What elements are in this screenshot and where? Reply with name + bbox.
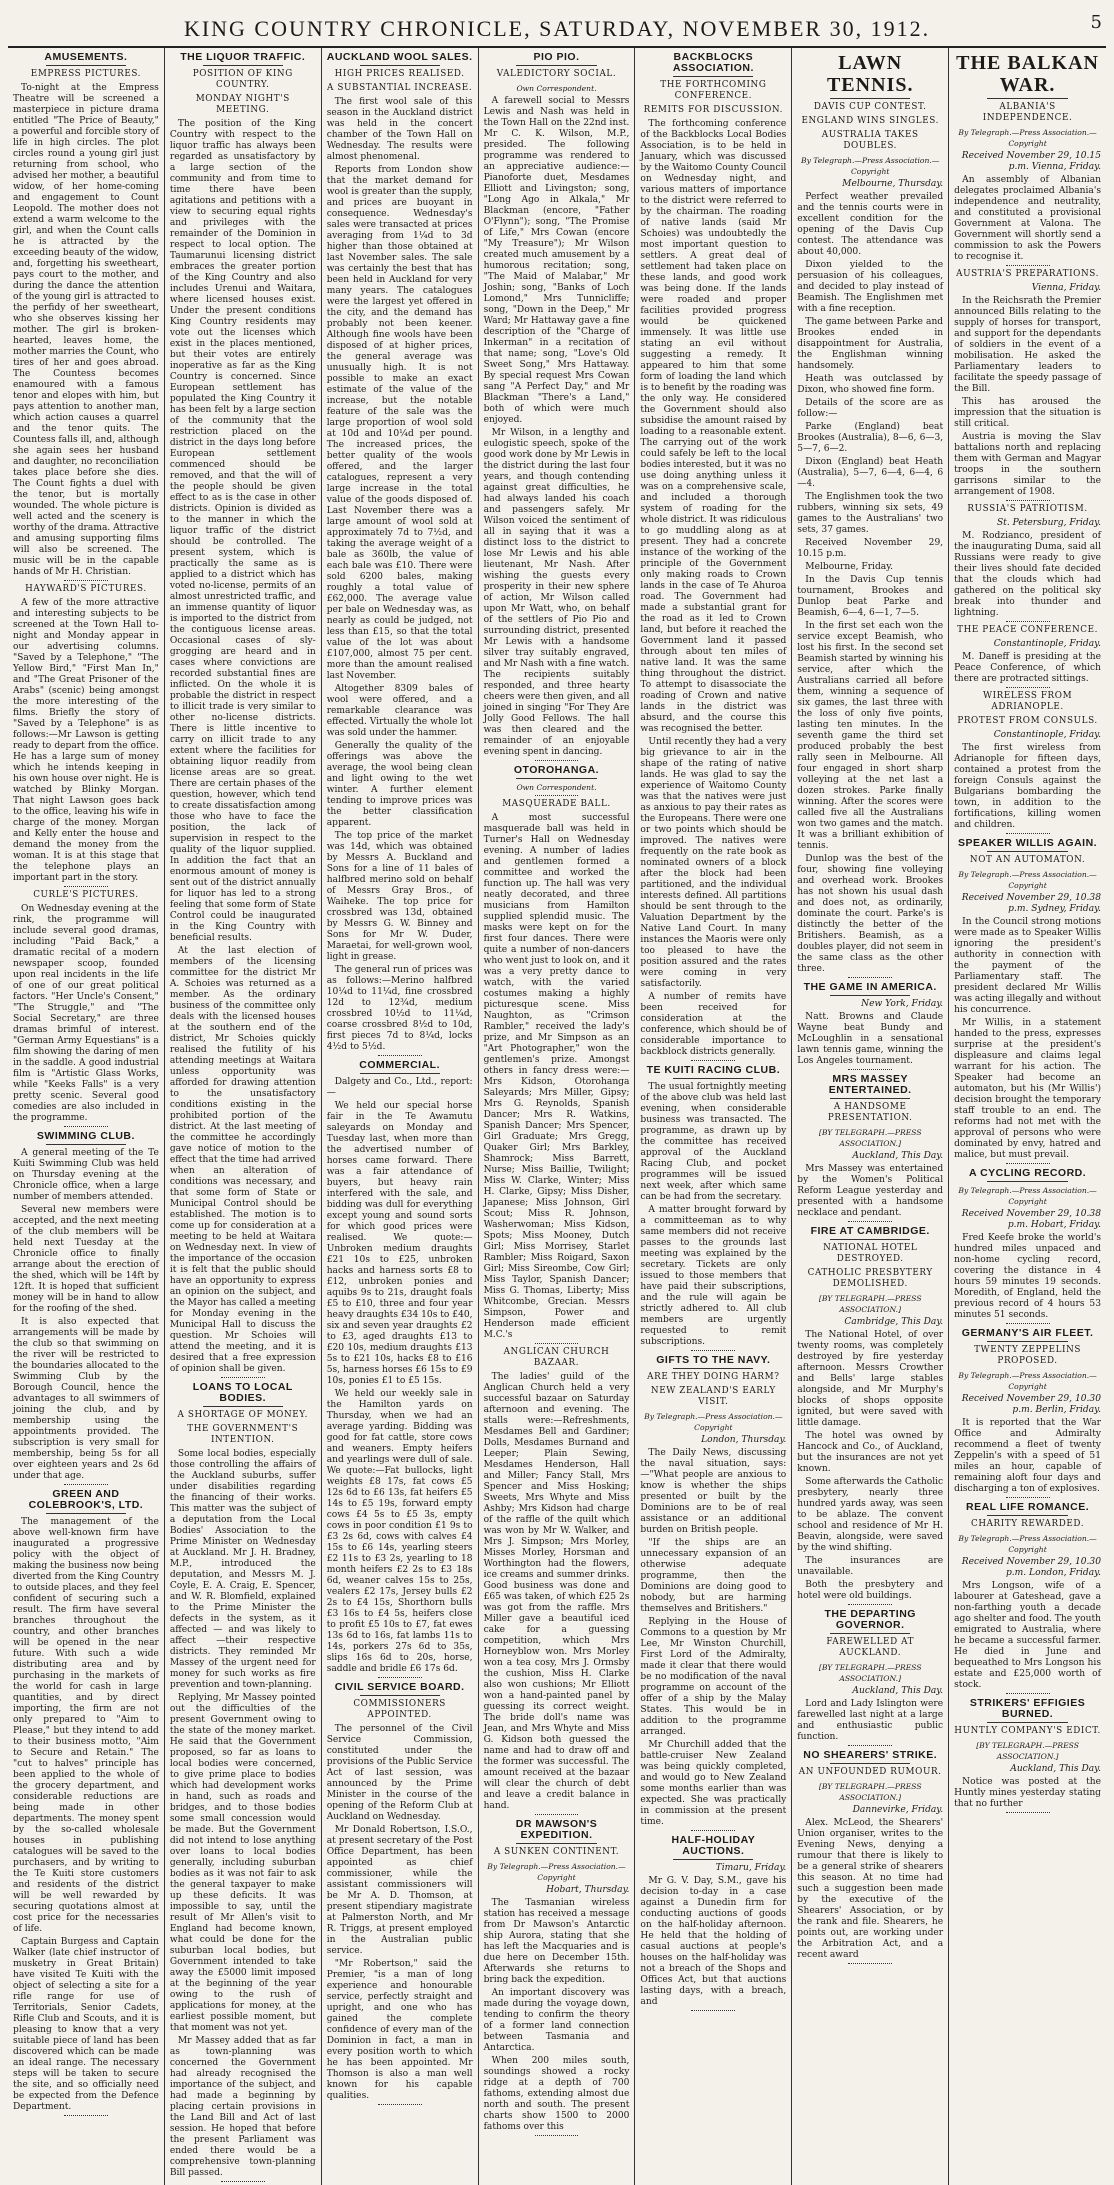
article — [484, 1819, 630, 2136]
headline-rule — [46, 1513, 126, 1514]
article-separator — [378, 2104, 422, 2105]
article-paragraph: Lord and Lady Islington were farewelled last night at a large and enthusiastic public function. — [797, 1699, 944, 1742]
article-paragraph: M. Rodzianco, president of the inaugurating Duma, said all Russians were ready to give their lives should fate decided that the clouds which had gathered on the political sky break into thunder and lightning. — [954, 531, 1101, 618]
article-headline: STRIKERS' EFFIGIES BURNED. — [969, 1697, 1086, 1720]
article-subhead: VALEDICTORY SOCIAL. — [496, 69, 617, 79]
article-separator — [691, 1350, 735, 1351]
article-paragraph: A farewell social to Messrs Lewis and Nash was held in the Town Hall on the 22nd inst. Mr C. K. Wilson, M.P., presided. The following programme was rendered to an appreciative audience:—Pianoforte duet, Mesdames Elliott and Livingston; song, "Long Ago in Alkala," Mr Blackman (encore, "Father O'Flynn"); song, "The Promise of Life," Mrs Cowan (encore "My Treasure"); Mr Wilson created much amusement by a humorous recitation; song, "The Maid of Malabar," Mr Joshin; song, "Banks of Loch Lomond," Mrs Tunnicliffe; song, "Down in the Deep," Mr Ward; Mr Hattaway gave a fine description of the "Charge of Inkerman" in a recitation of that name; song, "Love's Old Sweet Song," Mrs Hattaway. By special request Mrs Cowan sang "A Perfect Day," and Mr Blackman "There's a Land," both of which were much enjoyed. — [483, 96, 630, 425]
article — [640, 1355, 786, 1831]
article-paragraph: Altogether 8309 bales of wool were offered, and a remarkable clearance was effected. Virtually the whole lot was sold under the hammer. — [326, 684, 473, 738]
article-paragraph: In the Reichsrath the Premier announced Bills relating to the supply of horses for transport, and support for the dependants of soldiers in the event of a mobilisation. He asked the Parliamentary leaders to facilitate the speedy passage of the Bill. — [954, 296, 1101, 394]
article-paragraph: Dunlop was the best of the four, showing fine volleying and overhead work. Brookes has not shown his usual dash and does not, as ordinarily, dominate the court. Parke's is distinctly the better of the Britishers. Beamish, as a doubles player, did not seem in the same class as the other three. — [797, 854, 944, 974]
article-byline: By Telegraph.—Press Association.—Copyright — [958, 1186, 1097, 1206]
article-dateline: Vienna, Friday. — [1031, 283, 1101, 293]
article-paragraph: To-night at the Empress Theatre will be screened a masterpiece in picture drama entitled "The Price of Beauty," a powerful and forcible story of life in high circles. The plot circles round a young girl just returning from school, who advised her mother, a beautiful widow, of her home-coming and engagement to Count Leopold. The mother does not extend a warm welcome to the girl, and when the Count calls he is attracted by the exceeding beauty of the widow, and, forgetting his sweetheart, pays court to the mother, and during the dance the attention of the young girl is attracted to the perfidy of her sweetheart, who she observes kissing her mother. The girl is broken-hearted, leaves home, the mother marries the Count, who tires of her and goes abroad. The Countess becomes enamoured with a famous tenor and elopes with him, but pays attention to another man, which action causes a quarrel and the tenor quits. The Countess falls ill, and, although she again sees her husband and daughter, no reconciliation takes place before she dies. The Count fights a duel with the tenor, but is mortally wounded. The whole picture is well acted and the scenery is worthy of the drama. Attractive and amusing supporting films will also be screened. The music will be in the capable hands of Mr H. Christian. — [13, 83, 159, 577]
headline-rule — [46, 65, 126, 66]
article-paragraph: "Mr Robertson," said the Premier, "is a man of long experience and honourable service, perfectly straight and upright, and one who has gained the complete confidence of every man of the Dominion in fact, a man in every position worth to which he has been appointed. Mr Thomson is also a man well known for his capable qualities. — [326, 1959, 473, 2101]
article-dateline: Timaru, Friday. — [715, 1863, 787, 1873]
article-dateline: Received November 29, 10.38 p.m. Sydney, Friday. — [961, 893, 1101, 914]
headline-rule — [203, 65, 283, 66]
article-paragraph: Received November 29, 10.15 p.m. — [797, 538, 944, 559]
article-paragraph: Several new members were accepted, and the next meeting of the club members will be held next Tuesday at the Chronicle office to finally arrange about the erection of the shed, which will be 14ft by 12ft. It is hoped that sufficient money will be in hand to allow for the roofing of the shed. — [13, 1205, 159, 1314]
article-subhead: CURLE'S PICTURES. — [33, 890, 139, 900]
article-dateline: Hobart, Thursday. — [546, 1885, 630, 1895]
article-paragraph: Replying, Mr Massey pointed out the difficulties of the present Government owing to the state of the money market. He said that the Government proposed, so far as loans to local bodies were concerned, to give prime place to bodies which had development works in hand, such as roads and bridges, and to those bodies some small concession would be made. But the Government did not intend to lose anything over loans to local bodies generally, including suburban bodies as it was not fair to ask the general taxpayer to make up these deficits. It was impossible to say, until the result of Mr Allen's visit to England had become known, what could be done for the suburban local bodies, but Government intended to take away the £5000 limit imposed at the beginning of the year owing to the rush of applications for money, at the earliest possible moment, but that moment was not yet. — [169, 1693, 316, 2033]
article-paragraph: Mrs Longson, wife of a labourer at Gateshead, gave a non-farthing youth a decade ago shelter and food. The youth emigrated to Australia, where he became a successful farmer. He died in June and bequeathed to Mrs Longson his estate and £25,000 worth of stock. — [954, 1581, 1101, 1690]
article-paragraph: Melbourne, Friday. — [805, 562, 894, 572]
article-dateline: St. Petersburg, Friday. — [996, 518, 1101, 528]
article-subhead: AN UNFOUNDED RUMOUR. — [798, 1767, 942, 1777]
article-paragraph: Mr Donald Robertson, I.S.O., at present secretary of the Post Office Department, has been appointed as chief commissioner, while the assistant commissioners will be Mr A. D. Thomson, at present stipendiary magistrate at Palmerston North, and Mr R. Triggs, at present employed in the Australian public service. — [326, 1825, 473, 1956]
article — [13, 1131, 159, 1485]
article-paragraph: Dalgety and Co., Ltd., report:— — [326, 1077, 473, 1098]
article-separator — [1006, 621, 1050, 622]
article — [484, 52, 630, 761]
article-subhead: AUSTRIA'S PREPARATIONS. — [956, 269, 1099, 279]
article-dateline: New York, Friday. — [861, 999, 944, 1009]
article-separator — [64, 580, 108, 581]
headline-rule — [987, 1181, 1068, 1182]
article — [640, 1835, 786, 2011]
article-subhead: RUSSIA'S PATRIOTISM. — [967, 504, 1088, 514]
article-subhead: HAYWARD'S PICTURES. — [25, 584, 147, 594]
headline-rule — [987, 98, 1068, 99]
article-subhead: ALBANIA'S INDEPENDENCE. — [982, 102, 1073, 123]
headline-rule — [987, 1341, 1068, 1342]
article-separator — [535, 760, 579, 761]
article-paragraph: Heath was outclassed by Dixon, who showed fine form. — [797, 374, 944, 395]
article — [954, 269, 1101, 501]
column-2 — [165, 48, 322, 2185]
article-byline: [BY TELEGRAPH.—PRESS ASSOCIATION.] — [818, 1294, 922, 1314]
article-subhead: A SUNKEN CONTINENT. — [493, 1847, 620, 1857]
article-separator — [848, 977, 892, 978]
article-paragraph: Natt. Browns and Claude Wayne beat Bundy and McLoughlin in a sensational lawn tennis game, winning the Los Angeles tournament. — [797, 1012, 944, 1066]
article-headline: THE LIQUOR TRAFFIC. — [180, 51, 306, 63]
headline-rule — [830, 1239, 910, 1240]
article-paragraph: Mr G. V. Day, S.M., gave his decision to-day in a case against a Dunedin firm for conducting auctions of goods on the half-holiday afternoon. He held that the holding of casual auctions at people's houses on the half-holiday was not a breach of the Shops and Offices Act, but that auctions lasting days, with a breach, and — [640, 1876, 787, 2007]
article-separator — [848, 1069, 892, 1070]
article-headline: DR MAWSON'S EXPEDITION. — [515, 1818, 598, 1841]
article-separator — [535, 795, 579, 796]
headline-rule — [987, 1722, 1068, 1723]
article-paragraph: The ladies' guild of the Anglican Church held a very successful bazaar on Saturday afternoon and evening. The stalls were:—Refreshments, Mesdames Bell and Gardiner; Dolls, Mesdames Burnand and Leeper; Plain Sewing, Mesdames Henderson, Hall and Miller; Fancy Stall, Mrs Spencer and Miss Hosking; Sweets, Mrs Whyte and Miss Ashby; Mrs Kidson had charge of the raffle of the quilt which was won by Mr W. Walker, and Mrs J. Simpson; Mrs Morley, Misses Morley, Horsman and Worthington had the flowers, ice creams and summer drinks. Good business was done and £65 was taken, of which £25 2s was got from the raffle. Mrs Miller gave a beautiful iced cake for a guessing competition, which Mrs Horneyblow won. Mrs Morley won a tea cosy, Mrs J. Ormsby the cushion, Miss H. Clarke also won cushions; Mr Elliott won a hand-painted panel by guessing its correct weight. The bride doll's name was Jean, and Mrs Whyte and Miss G. Kidson both guessed the name and had to draw off and the former was successful. The amount received at the bazaar will clear the church of debt and leave a credit balance in hand. — [483, 1372, 630, 1811]
article-subhead: COMMISSIONERS APPOINTED. — [353, 1699, 446, 1720]
headline-rule — [516, 1843, 596, 1844]
article-paragraph: A most successful masquerade ball was held in Turner's Hall on Wednesday evening. A number of ladies and gentlemen formed a committee and worked the function up. The hall was very neatly decorated, and three musicians from Hamilton supplied splendid music. The masks were kept on for the first four dances. There were quite a number of non-dancers who went just to look on, and it was a very pretty dance to watch, with the varied costumes making a highly picturesque scene. Miss Naughton, as "Crimson Rambler," received the lady's prize, and Mr Simpson as an "Art Photographer," won the gentlemen's prize. Amongst others in fancy dress were:—Mrs Kidson, Otorohanga Saleyards; Mrs Miller, Gipsy; Mrs G. Reynolds, Spanish Dancer; Mrs R. Watkins, Spanish Dancer; Mrs Spencer, Girl Graduate; Mrs Gregg, Quaker Girl; Mrs Barkley, Shamrock; Miss Barrett, Nurse; Miss Baillie, Twilight; Miss W. Clarke, Winter; Miss H. Clarke, Gipsy; Miss Disher, Japanese; Miss Johnson, Girl Scout; Miss R. Johnson, Washerwoman; Miss Kidson, Spots; Miss Mooney, Dutch Girl; Miss Morrisey, Starlet Rambler; Miss Roigard, Saxon Girl; Miss Sireombe, Cow Girl; Miss Taylor, Spanish Dancer; Miss G. Thomas, Liberty; Miss Whitcombe, Grecian. Messrs Simpson, Power and Henderson made efficient M.C.'s — [483, 813, 630, 1340]
headline-rule — [987, 1515, 1068, 1516]
column-1 — [8, 48, 165, 2185]
article-headline: MRS MASSEY ENTERTAINED. — [828, 1073, 912, 1096]
article-subhead: A HANDSOME PRESENTATION. — [827, 1102, 913, 1123]
article-headline: SPEAKER WILLIS AGAIN. — [958, 837, 1098, 849]
article-paragraph: M. Daneff is presiding at the Peace Conference, of which there are protracted sittings. — [954, 652, 1101, 684]
article-paragraph: We held our special horse fair in the Te Awamutu saleyards on Monday and Tuesday last, when more than the advertised number of horses came forward. There was a fair attendance of buyers, but heavy rain interfered with the sale, and bidding was dull for everything except young and sound sorts for which good prices were realised. We quote:— Unbroken medium draughts £21 10s to £25, unbroken hacks and harness sorts £8 to £12, unbroken ponies and aquibs 9s to 21s, draught foals £5 to £10, three and four year heavy draughts £34 10s to £40, six and seven year draughts £2 to £3, aged draughts £13 to £20 10s, medium draughts £13 5s to £21 10s, hacks £8 to £16 5s, harness horses £6 15s to £9 10s, ponies £1 to £5 15s. — [326, 1101, 473, 1386]
article — [954, 691, 1101, 834]
article-paragraph: Mrs Massey was entertained by the Women's Political Reform League yesterday and presented with a handsome necklace and pendant. — [797, 1164, 944, 1218]
article-subhead: THE FORTHCOMING CONFERENCE. — [660, 80, 767, 101]
article-headline: AUCKLAND WOOL SALES. — [326, 51, 473, 63]
article-paragraph: The usual fortnightly meeting of the above club was held last evening, when considerable business was transacted. The programme, as drawn up by the committee has received approval of the Auckland Racing Club, and pocket programmes will be issued next week, after which same can be had from the secretary. — [640, 1082, 787, 1202]
article — [797, 52, 943, 978]
article-paragraph: The position of the King Country with respect to the liquor traffic has always been regarded as unsatisfactory by a large section of the community and from time to time there have been agitations and petitions with a view to securing equal rights and privileges with the remainder of the Dominion in respect to local option. The Taumarunui licensing district embraces the greater portion of the King Country and also includes Urenui and Waitara, where licensed houses exist. Under the present conditions King Country residents may vote out the licenses which exist in the places mentioned, but their votes are entirely inoperative as far as the King Country is concerned. Since European settlement has populated the King Country it has been felt by a large section of the community that the restriction placed on the district in the days long before European settlement commenced should be removed, and that the will of the people should be given effect to as is the case in other districts. Opinion is divided as to the manner in which the liquor traffic of the district should be controlled. The present system, which is practically the same as is applied to a district which has voted no-license, permits of an almost unrestricted traffic, and an immense quantity of liquor is imported to the district from the contiguous license areas. Occasional cases of sly-grogging are heard and in cases where convictions are recorded substantial fines are inflicted. On the whole it is probable the district in respect to illicit trade is very similar to other no-license districts. There is little incentive to carry on illicit trade to any extent where the facilities for obtaining liquor readily from license areas are so great. There are certain phases of the question, however, which tend to create dissatisfaction among those who have to face the position, the lack of supervision in respect to the quality of the liquor supplied. In addition the fact that an enormous amount of money is sent out of the district annually for liquor has led to a strong feeling that some form of State Control could be inaugurated in the King Country with beneficial results. — [169, 119, 316, 943]
article-dateline: Melbourne, Thursday. — [842, 179, 944, 189]
article — [797, 1226, 943, 1605]
article-paragraph: The hotel was owned by Hancock and Co., of Auckland, but the insurances are not yet known. — [797, 1431, 944, 1474]
article — [954, 1168, 1101, 1324]
headline-rule — [830, 1098, 910, 1099]
article-dateline: Dannevirke, Friday. — [852, 1805, 944, 1815]
article-paragraph: Mr Willis, in a statement handed to the press, expresses surprise at the president's displeasure and claims legal warrant for his action. The Speaker had become an automaton, but his (Mr Willis') decision brought the temporary staff trouble to an end. The reforms had not met with the approval of persons who were dominated by envy, hatred and malice, but must prevail. — [954, 1018, 1101, 1160]
article-paragraph: Details of the score are as follow:— — [797, 398, 944, 419]
article-headline: CIVIL SERVICE BOARD. — [334, 1681, 465, 1693]
article-headline: THE DEPARTING GOVERNOR. — [824, 1608, 916, 1631]
article — [954, 1328, 1101, 1498]
article-byline: [BY TELEGRAPH.—PRESS ASSOCIATION.] — [818, 1782, 922, 1802]
article-dateline: London, Thursday. — [701, 1435, 787, 1445]
headline-rule — [673, 1859, 753, 1860]
article-separator — [1006, 1163, 1050, 1164]
article — [327, 52, 473, 1056]
article-dateline: Constantinople, Friday. — [993, 639, 1101, 649]
article-separator — [848, 1745, 892, 1746]
article-paragraph: The Daily News, discussing the naval situation, says:—"What people are anxious to know is whether the ships presented or built by the Dominions are to be of real assistance or an additional burden on British people. — [640, 1448, 787, 1535]
article — [640, 1065, 786, 1351]
article-paragraph: In the first set each won the service except Beamish, who lost his first. In the second set Beamish started by winning his service, after which the Australians carried all before them, winning a sequence of six games, the last three with the loss of only five points, lasting ten minutes. In the seventh game the third set produced probably the best rally seen in Melbourne. All four engaged in short sharp volleying at the net last a dozen strokes. Parke finally winning. After the scores were called five all the Australians won two games and the match. It was a brilliant exhibition of tennis. — [797, 621, 944, 851]
headline-rule — [987, 851, 1068, 852]
column-6 — [792, 48, 949, 2185]
article-paragraph: Dixon (England) beat Heath (Australia), 5—7, 6—4, 6—4, 6—4. — [797, 457, 944, 489]
column-3 — [322, 48, 479, 2185]
article-separator — [691, 1830, 735, 1831]
article-subhead: DAVIS CUP CONTEST. — [813, 102, 927, 112]
article-subhead: ANGLICAN CHURCH BAZAAR. — [503, 1347, 610, 1368]
article-separator — [221, 1377, 265, 1378]
headline-rule — [360, 1695, 440, 1696]
headline-rule — [673, 1078, 753, 1079]
article-paragraph: Alex. McLeod, the Shearers' Union organiser, writes to the Evening News, denying a rumour that there is likely to be a general strike of shearers this season. At no time had such a suggestion been made by the executive of the Shearers' Association, or by the rank and file. Shearers, he points out, are working under the Arbitration Act, and a recent award — [797, 1818, 944, 1960]
article-paragraph: "If the ships are an unnecessary expansion of an otherwise adequate programme, then the Dominions are doing good to nobody, but are harming themselves and Britishers." — [640, 1538, 787, 1614]
article-headline: COMMERCIAL. — [359, 1059, 440, 1071]
article-paragraph: Fred Keefe broke the world's hundred miles unpaced and non-home cycling record, covering the distance in 4 hours 59 minutes 19 seconds. Moredith, of England, held the previous record of 4 hours 53 minutes 51 seconds. — [954, 1233, 1101, 1320]
article-paragraph: The game between Parke and Brookes ended in disappointment for Australia, the Englishman winning handsomely. — [797, 317, 944, 371]
article-byline: By Telegraph.—Press Association.—Copyright — [958, 128, 1097, 148]
masthead — [8, 6, 1106, 48]
article — [170, 52, 316, 1378]
article-headline: OTOROHANGA. — [513, 764, 600, 776]
article-paragraph: Mr Wilson, in a lengthy and eulogistic speech, spoke of the good work done by Mr Lewis in the district during the last four years, and though contending against great difficulties, he had always landed his coach and passengers safely. Mr Wilson voiced the sentiment of all in saying that it was a distinct loss to the district to lose Mr Lewis and his able lieutenant, Mr Nash. After wishing the guests every prosperity in their new sphere of action, Mr Wilson called upon Mr Watt, who, on behalf of the settlers of Pio Pio and surrounding district, presented Mr Lewis with a handsome silver tray suitably engraved, and Mr Nash with a fine watch. The recipients suitably responded, and three hearty cheers were then given, and all joined in singing "For They Are Jolly Good Fellows. The hall was then cleared and the remainder of an enjoyable evening spent in dancing. — [483, 428, 630, 757]
article-paragraph: It is reported that the War Office and Admiralty recommend a fleet of twenty Zeppelin's with a speed of 51 miles an hour, capable of remaining aloft four days and discharging a ton of explosives. — [954, 1418, 1101, 1494]
article-byline: By Telegraph.—Press Association.—Copyright — [801, 156, 940, 176]
article-headline: PIO PIO. — [533, 51, 580, 63]
article-separator — [1006, 500, 1050, 501]
article — [797, 1609, 943, 1746]
article-separator — [1006, 1693, 1050, 1694]
article-paragraph: Parke (England) beat Brookes (Australia), 8—6, 6—3, 5—7, 6—2. — [797, 422, 944, 454]
article-paragraph: The Englishmen took the two rubbers, winning six sets, 49 games to the Australians' two sets, 37 games. — [797, 492, 944, 535]
article-dateline: Auckland, This Day. — [852, 1151, 944, 1161]
article-subhead: WIRELESS FROM ADRIANOPLE. — [982, 691, 1073, 712]
article — [484, 765, 630, 796]
article-paragraph: On Wednesday evening at the rink, the programme will include several good dramas, including "Paid Back," a dramatic recital of a modern newspaper scoop, founded upon real incidents in the life of one of our great political factors. "Her Uncle's Consent," "The Struggle," and "The Social Secretary," are three dramas brimful of interest. "German Army Equestians" is a film showing the daring of men in the saddle. A good industrial film is "Artistic Glass Works, while "Keeks Falls" is a very pretty scenic. Several good comedies are also included in the programme. — [13, 904, 159, 1123]
article-separator — [1006, 1497, 1050, 1498]
article-paragraph: Both the presbytery and hotel were old buildings. — [797, 1580, 944, 1601]
article — [327, 1060, 473, 1678]
article-headline: LOANS TO LOCAL BODIES. — [192, 1381, 293, 1404]
article-separator — [64, 1126, 108, 1127]
article-paragraph: Mr Churchill added that the battle-cruiser New Zealand was being quickly completed, and would go to New Zealand some months earlier than was expected. She was practically in commission at the present time. — [640, 1740, 787, 1827]
article-separator — [221, 2181, 265, 2182]
article — [797, 1074, 943, 1222]
article-paragraph: The first wireless from Adrianople for fifteen days, contained a protest from the foreign Consuls against the Bulgarians bombarding the town, in addition to the fortifications, killing women and children. — [954, 743, 1101, 830]
article-paragraph: The first wool sale of this season in the Auckland district was held in the concert chamber of the Town Hall on Wednesday. The results were almost phenomenal. — [326, 97, 473, 162]
article-byline: By Telegraph.—Press Association.—Copyright — [958, 1534, 1097, 1554]
article — [954, 504, 1101, 622]
article — [13, 890, 159, 1127]
article-paragraph: The personnel of the Civil Service Commission, constituted under the provisions of the Public Service Act of last session, was announced by the Prime Minister in the course of the opening of the Reform Club at Auckland on Wednesday. — [326, 1724, 473, 1822]
headline-rule — [360, 1073, 440, 1074]
column-5 — [635, 48, 792, 2185]
article-dateline: Received November 29, 10.30 p.m. London, Friday. — [961, 1557, 1101, 1578]
article-subhead: HIGH PRICES REALISED. — [334, 69, 465, 79]
article-byline: By Telegraph.—Press Association.—Copyright — [958, 1371, 1097, 1391]
article-subhead: NATIONAL HOTEL DESTROYED. — [823, 1243, 918, 1264]
article — [170, 1382, 316, 2182]
article-separator — [1006, 1812, 1050, 1813]
column-7 — [949, 48, 1106, 2185]
article-subhead: ENGLAND WINS SINGLES. — [801, 116, 939, 126]
article-paragraph: The top price of the market was 14d, which was obtained by Messrs A. Buckland and Sons for a line of 11 bales of halfbred merino sold on behalf of Messrs Gray Bros., of Waiheke. The top price for crossbred was 13d, obtained by Messrs G. W. Binney and Sons for Mr W. Duder, Maraetai, for well-grown wool, light in grease. — [326, 831, 473, 962]
article-dateline: Received November 29, 10.30 p.m. Berlin, Friday. — [961, 1394, 1101, 1415]
newspaper-title: KING COUNTRY CHRONICLE, SATURDAY, NOVEMBER 30, 1912. — [183, 16, 931, 41]
article-separator — [848, 1963, 892, 1964]
article — [797, 982, 943, 1070]
article — [13, 52, 159, 581]
article-headline: FIRE AT CAMBRIDGE. — [810, 1225, 930, 1237]
article-paragraph: The insurances are unavailable. — [797, 1556, 944, 1577]
article-headline: A CYCLING RECORD. — [968, 1167, 1087, 1179]
article-separator — [1006, 687, 1050, 688]
article-headline: THE GAME IN AMERICA. — [803, 981, 937, 993]
article-dateline: Auckland, This Day. — [1010, 1764, 1101, 1774]
article-subhead: TWENTY ZEPPELINS PROPOSED. — [974, 1345, 1082, 1366]
article-separator — [535, 2135, 579, 2136]
article-subhead: REMITS FOR DISCUSSION. — [643, 105, 784, 115]
article-byline: Own Correspondent. — [516, 84, 597, 93]
article-byline: By Telegraph.—Press Association.—Copyright — [958, 870, 1097, 890]
article-paragraph: The National Hotel, of over twenty rooms, was completely destroyed by fire yesterday afternoon. Messrs Crowther and Bells' large stables alongside, and Mr Murphy's blocks of shops opposite ignited, but were saved with little damage. — [797, 1330, 944, 1428]
article-paragraph: The general run of prices was as follows:—Merino halfbred 10¼d to 11¼d, fine crossbred 12d to 12¾d, medium crossbred 10½d to 11¼d, coarse crossbred 8½d to 10d, first pieces 7d to 8¼d, locks 4½d to 5½d. — [326, 965, 473, 1052]
article-paragraph: A few of the more attractive and interesting subjects to be screened at the Town Hall to-night and Monday appear in our advertising columns. "Saved by a Telephone," "The Yellow Bird," "First Man In," and "The Great Prisoner of the Arabs" (scenic) being amongst the more interesting of the films. Briefly the story of "Saved by a Telephone" is as follows:—Mr Lawson is getting ready to depart from the office. He has a large sum of money which he intends keeping in his own house over night. He is watched by Blinky Morgan. That night Lawson goes back to the office, leaving his wife in charge of the money. Morgan and Kelly enter the house and demand the money from the woman. It is at this stage that the telephone plays an important part in the story. — [13, 598, 159, 883]
article-paragraph: A matter brought forward by a committeeman as to why same members did not receive passes to the grounds last meeting was explained by the secretary. Tickets are only issued to those members that have paid their subscriptions, and the rule will again be strictly adhered to. All club members are urgently requested to remit subscriptions. — [640, 1205, 787, 1347]
article-headline: LAWN TENNIS. — [826, 52, 914, 96]
article-subhead: MONDAY NIGHT'S MEETING. — [195, 94, 290, 115]
page-number: 5 — [1090, 12, 1102, 33]
article-paragraph: Captain Burgess and Captain Walker (late chief instructor of musketry in Great Britain) have visited Te Kuiti with the object of selecting a site for a rifle range for use of Territorials, Senior Cadets, Rifle Club and Scouts, and it is pleasing to know that a very suitable piece of land has been discovered which can be made an ideal range. The necessary steps will be taken to secure the site, and so officially need be expected from the Defence Department. — [13, 1937, 159, 2112]
article-byline: [BY TELEGRAPH.—PRESS ASSOCIATION.] — [818, 1128, 922, 1148]
article-separator — [691, 1060, 735, 1061]
article-subhead: POSITION OF KING COUNTRY. — [192, 69, 293, 90]
article-paragraph: The forthcoming conference of the Backblocks Local Bodies Association, is to be held in January, which was discussed by the Waitomo County Council on Wednesday night, and various matters of importance to the district were referred to by the chairman. The roading of native lands (said Mr Schoies) was undoubtedly the most important question to settlers. A great deal of settlement had taken place on these lands, and good work was being done. If the lands were roaded and proper facilities provided progress would be quickened immensely. It was little use stating an evil without suggesting a remedy. It appeared to him that some form of loading the land which is to benefit by the roading was the only way. He considered the Government should also subsidise the amount raised by loading to a reasonable extent. The carrying out of the work could safely be left to the local bodies interested, but it was no use doing anything unless it was on a comprehensive scale, and included a thorough system of roading for the whole district. It was ridiculous to go muddling along as at present. They had a concrete instance of the working of the principle of the Government only making roads to Crown lands in the case of Te Ahuroa road. The Government had made a substantial grant for the road as it led to Crown land, but before it reached the Government land it passed through about ten miles of native land. It was the same thing throughout the district. To attempt to disassociate the roading of Crown and native lands in the district was absurd, and the course this was recognised the better. — [640, 119, 787, 734]
article-dateline: Received November 29, 10.15 p.m. Vienna, Friday. — [961, 151, 1101, 172]
article-dateline: Cambridge, This Day. — [844, 1317, 944, 1327]
article — [954, 52, 1101, 266]
column-4 — [479, 48, 636, 2185]
article-paragraph: An assembly of Albanian delegates proclaimed Albania's independence and neutrality, and constituted a provisional Government at Valona. The Government will shortly send a commission to ask the Powers to recognise it. — [954, 175, 1101, 262]
article — [797, 1750, 943, 1964]
article-paragraph: We held our weekly sale in the Hamilton yards on Thursday, when we had an average yarding. Bidding was good for fat cattle, store cows and weaners. Empty heifers and yearlings were dull of sale. We quote:—Fat bullocks, light weights £8 17s, fat cows £5 12s 6d to £6 13s, fat heifers £5 14s to £5 19s, forward empty cows £4 5s to £5 3s, empty cows in poor condition £1 9s to £3 2s 6d, cows with calves £4 15s to £6 14s, yearling steers £2 11s to £3 2s, yearling to 18 month heifers £2 2s to £3 18s 6d, weaner calves 15s to 25s, vealers £2 17s, Jersey bulls £2 2s to £4 15s, Shorthorn bulls £3 16s to £4 5s, heifers close to profit £5 10s to £7, fat ewes 13s 6d to 16s, fat lambs 11s to 14s, porkers 27s 6d to 35s, slips 16s 6d to 20s, horse, saddle and bridle £6 17s 6d. — [326, 1389, 473, 1674]
article — [954, 625, 1101, 688]
article-subhead: ARE THEY DOING HARM? — [647, 1372, 780, 1382]
article-headline: AMUSEMENTS. — [44, 51, 128, 63]
article — [327, 1682, 473, 2105]
article-subhead: HUNTLY COMPANY'S EDICT. — [954, 1726, 1101, 1736]
article-separator — [1006, 833, 1050, 834]
article-paragraph: Mr Massey added that as far as town-planning was concerned the Government had already recognised the importance of the subject, and had made a beginning by placing certain provisions in the Land Bill and Act of last session. He hoped that before the present Parliament was ended there would be a comprehensive town-planning Bill passed. — [169, 2036, 316, 2178]
article — [484, 1347, 630, 1815]
article-paragraph: When 200 miles south, soundings showed a rocky ridge at a depth of 700 fathoms, extending almost due north and south. The present charts show 1500 to 2000 fathoms over this — [483, 2056, 630, 2132]
article-subhead: A SUBSTANTIAL INCREASE. — [327, 83, 473, 93]
article-byline: By Telegraph.—Press Association.—Copyright — [644, 1412, 783, 1432]
article-paragraph: Some local bodies, especially those controlling the affairs of the Auckland suburbs, suffer under disabilities regarding the financing of their works. This matter was the subject of a deputation from the Local Bodies' Association to the Prime Minister on Wednesday at Auckland. Mr J. H. Bradney, M.P., introduced the deputation, and Messrs M. J. Coyle, E. A. Craig, E. Spencer, and W. R. Blomfield, explained to the Prime Minister the defects in the system, as it affected — and was likely to affect —their respective districts. They reminded Mr Massey of the urgent need for money for such works as fire prevention and town-planning. — [169, 1449, 316, 1690]
article — [954, 838, 1101, 1164]
headline-rule — [830, 98, 910, 99]
article-subhead: FAREWELLED AT AUCKLAND. — [826, 1637, 915, 1658]
article-paragraph: Notice was posted at the Huntly mines yesterday stating that no further — [954, 1777, 1101, 1809]
article-subhead: AUSTRALIA TAKES DOUBLES. — [821, 130, 919, 151]
article-paragraph: Generally the quality of the offerings was above the average, the wool being clean and light owing to the wet winter. A further element tending to improve prices was the better classification apparent. — [326, 741, 473, 828]
article-separator — [378, 1677, 422, 1678]
article-separator — [64, 2115, 108, 2116]
article-separator — [848, 1604, 892, 1605]
article-subhead: THE PEACE CONFERENCE. — [957, 625, 1098, 635]
article — [13, 1489, 159, 2116]
article-paragraph: An important discovery was made during the voyage down, tending to confirm the theory of a former land connection between Tasmania and Antarctica. — [483, 1988, 630, 2053]
headline-rule — [830, 1763, 910, 1764]
article-separator — [64, 886, 108, 887]
article-paragraph: At the last election of members of the licensing committee for the district Mr A. Schoies was returned as a member. As the ordinary business of the committee only deals with the licensed houses at the southern end of the district, Mr Schoies quickly realised the futility of his attending meetings at Waitara unless opportunity was afforded for drawing attention to the unsatisfactory conditions existing in the prohibited portion of the district. At the last meeting of the committee he accordingly gave notice of motion to the effect that the time had arrived when an alteration of conditions was necessary, and that some form of State or Municipal Control should be established. The motion is to come up for consideration at a meeting to be held at Waitara on Wednesday next. In view of the importance of the occasion it is felt that the public should have an opportunity to express an opinion on the subject, and the Mayor has called a meeting for Monday evening in the Municipal Hall to discuss the question. Mr Schoies will attend the meeting, and it is desired that a free expression of opinion shall be given. — [169, 946, 316, 1374]
article-paragraph: Austria is moving the Slav battalions north and replacing them with German and Magyar troops in the southern garrisons similar to the arrangement of 1908. — [954, 432, 1101, 497]
article-headline: HALF-HOLIDAY AUCTIONS. — [671, 1834, 756, 1857]
article-byline: [BY TELEGRAPH.—PRESS ASSOCIATION.] — [976, 1741, 1079, 1761]
headline-rule — [673, 76, 753, 77]
article-separator — [848, 1221, 892, 1222]
article-subhead: CHARITY REWARDED. — [970, 1519, 1085, 1529]
article-paragraph: In the Council strong motions were made as to Speaker Willis ignoring the president's authority in connection with the payment of the Parliamentary staff. The president declared Mr Willis was acting illegally and without his concurrence. — [954, 917, 1101, 1015]
article-dateline: Received November 29, 10.38 p.m. Hobart, Friday. — [961, 1209, 1101, 1230]
headline-rule — [516, 65, 596, 66]
headline-rule — [830, 995, 910, 996]
article — [484, 799, 630, 1344]
article-byline: [BY TELEGRAPH.—PRESS ASSOCIATION.] — [818, 1663, 922, 1683]
headline-rule — [516, 778, 596, 779]
article-headline: REAL LIFE ROMANCE. — [965, 1501, 1090, 1513]
article-paragraph: Until recently they had a very big grievance to air in the shape of the rating of native lands. He was glad to say the experience of Waitomo County was that the natives were just as anxious to pay their rates as the Europeans. There were one or two points which should be improved. The natives were frequently on the rate book as nominated owners of a block after the block had been partitioned, and the individual interests defined. All partitions should be sent through to the Valuation Department by the Native Land Court. In many instances the Maoris were only too pleased to have the position assured and the rates were coming in very satisfactorily. — [640, 737, 787, 989]
headline-rule — [203, 1406, 283, 1407]
article-subhead: THE GOVERNMENT'S INTENTION. — [187, 1424, 299, 1445]
article-subhead: EMPRESS PICTURES. — [30, 69, 142, 79]
article-headline: GREEN AND COLEBROOK'S, LTD. — [28, 1488, 144, 1511]
headline-rule — [46, 1144, 126, 1145]
article-paragraph: Dixon yielded to the persuasion of his colleagues, and decided to play instead of Beamish. The Englishmen met with a fine reception. — [797, 260, 944, 314]
article-dateline: Auckland, This Day. — [852, 1686, 944, 1696]
article-dateline: Constantinople, Friday. — [993, 730, 1101, 740]
article-paragraph: Some afterwards the Catholic presbytery, nearly three hundred yards away, was seen to be ablaze. The convent school and residence of Mr H. Beavin, alongside, were saved by the wind shifting. — [797, 1477, 944, 1553]
article-subhead: PROTEST FROM CONSULS. — [957, 716, 1098, 726]
article-paragraph: This has aroused the impression that the situation is still critical. — [954, 397, 1101, 429]
article — [640, 52, 786, 1061]
article-separator — [535, 1343, 579, 1344]
article-byline: By Telegraph.—Press Association.—Copyright — [487, 1862, 626, 1882]
article — [13, 584, 159, 887]
article-paragraph: Reports from London show that the market demand for wool is greater than the supply, and prices are buoyant in consequence. Wednesday's sales were transacted at prices averaging from 1¼d to 3d higher than those obtained at last November sales. The sale was certainly the best that has been held in Auckland for very many years. The catalogues were the largest yet offered in the city, and the demand has probably not been keener. Although fine wools have been disposed of at higher prices, the general average was unusually high. It is not possible to make an exact estimate of the value of the increase, but the notable feature of the sale was the large proportion of wool sold at 10d and 10¼d per pound. The increased prices, the better quality of the wools offered, and the larger catalogues, represent a very large increase in the total value of the goods disposed of. Last November there was a large amount of wool sold at approximately 7d to 7½d, and taking the average weight of a bale as 360lb, the value of each bale was £10. There were sold 6200 bales, making roughly a total value of £62,000. The average value per bale on Wednesday was, as nearly as could be judged, not less than £15, so that the total value of the lot was about £107,000, almost 75 per cent. more than the amount realised last November. — [326, 165, 473, 681]
article-headline: NO SHEARERS' STRIKE. — [803, 1749, 938, 1761]
article-byline: Own Correspondent. — [516, 783, 597, 792]
article-paragraph: The management of the above well-known firm have inaugurated a progressive policy with the object of making the business now being diverted from the King Country to outside places, and they feel confident of securing such a result. The firm have several branches throughout the country, and other branches will be opened in the near future. With such a wide distributing area and by purchasing in the markets of the world for cash in large quantities, and by direct importing, the firm are not only prepared to "Aim to Please," but they intend to add to their business motto, "Aim to Secure and Retain." The "cut to halves" principle has been applied to the whole of the grocery department, and considerable reductions are being made in other departments. The money spent by the so-called wholesale houses in publishing catalogues will be saved to the purchasers, and by writing to the Te Kuiti store customers and residents of the district will be well rewarded by securing quotations almost at cost price for the necessaries of life. — [13, 1517, 159, 1934]
article-headline: THE BALKAN WAR. — [956, 52, 1099, 96]
article-paragraph: Replying in the House of Commons to a question by Mr Lee, Mr Winston Churchill, First Lord of the Admiralty, made it clear that there would be no modification of the naval programme on account of the offer of a ship by the Malay States. This would be in addition to the programme arranged. — [640, 1617, 787, 1737]
article — [954, 1698, 1101, 1813]
article-subhead: MASQUERADE BALL. — [502, 799, 611, 809]
article-separator — [1006, 265, 1050, 266]
article-separator — [378, 1055, 422, 1056]
headline-rule — [360, 65, 440, 66]
article-separator — [691, 2010, 735, 2011]
article-paragraph: It is also expected that arrangements will be made by the club so that swimming on the river will be restricted to the boundaries allocated to the Swimming Club by the Borough Council, hence the advantages to all swimmers of joining the club, and by membership using the appointments provided. The subscription is very small for membership, being 5s for all over eighteen years and 2s 6d under that age. — [13, 1317, 159, 1481]
article-paragraph: The Tasmanian wireless station has received a message from Dr Mawson's Antarctic ship Aurora, stating that she has left the Macquaries and is due here on December 15th. Afterwards she returns to bring back the expedition. — [483, 1898, 630, 1985]
article-paragraph: A number of remits have been received for consideration at the conference, which should be of considerable importance to backblock districts generally. — [640, 992, 787, 1057]
article — [954, 1502, 1101, 1694]
article-headline: GIFTS TO THE NAVY. — [656, 1354, 771, 1366]
article-headline: GERMANY'S AIR FLEET. — [961, 1327, 1094, 1339]
headline-rule — [830, 1633, 910, 1634]
article-separator — [64, 1484, 108, 1485]
article-paragraph: Perfect weather prevailed and the tennis courts were in excellent condition for the opening of the Davis Cup contest. The attendance was about 40,000. — [797, 192, 944, 257]
article-paragraph: A general meeting of the Te Kuiti Swimming Club was held on Thursday evening at the Chronicle office, when a large number of members attended. — [13, 1148, 159, 1202]
article-subhead: A SHORTAGE OF MONEY. — [177, 1410, 308, 1420]
article-headline: TE KUITI RACING CLUB. — [646, 1064, 781, 1076]
article-paragraph: In the Davis Cup tennis tournament, Brookes and Dunlop beat Parke and Beamish, 6—4, 6—1, 7—5. — [797, 575, 944, 618]
article-separator — [535, 1814, 579, 1815]
article-subhead: CATHOLIC PRESBYTERY DEMOLISHED. — [807, 1268, 933, 1289]
newspaper-columns — [8, 48, 1106, 2178]
article-subhead: NOT AN AUTOMATON. — [969, 855, 1086, 865]
headline-rule — [673, 1368, 753, 1369]
article-subhead: NEW ZEALAND'S EARLY VISIT. — [650, 1386, 776, 1407]
article-separator — [1006, 1323, 1050, 1324]
article-headline: BACKBLOCKS ASSOCIATION. — [672, 51, 754, 74]
article-headline: SWIMMING CLUB. — [36, 1130, 135, 1142]
